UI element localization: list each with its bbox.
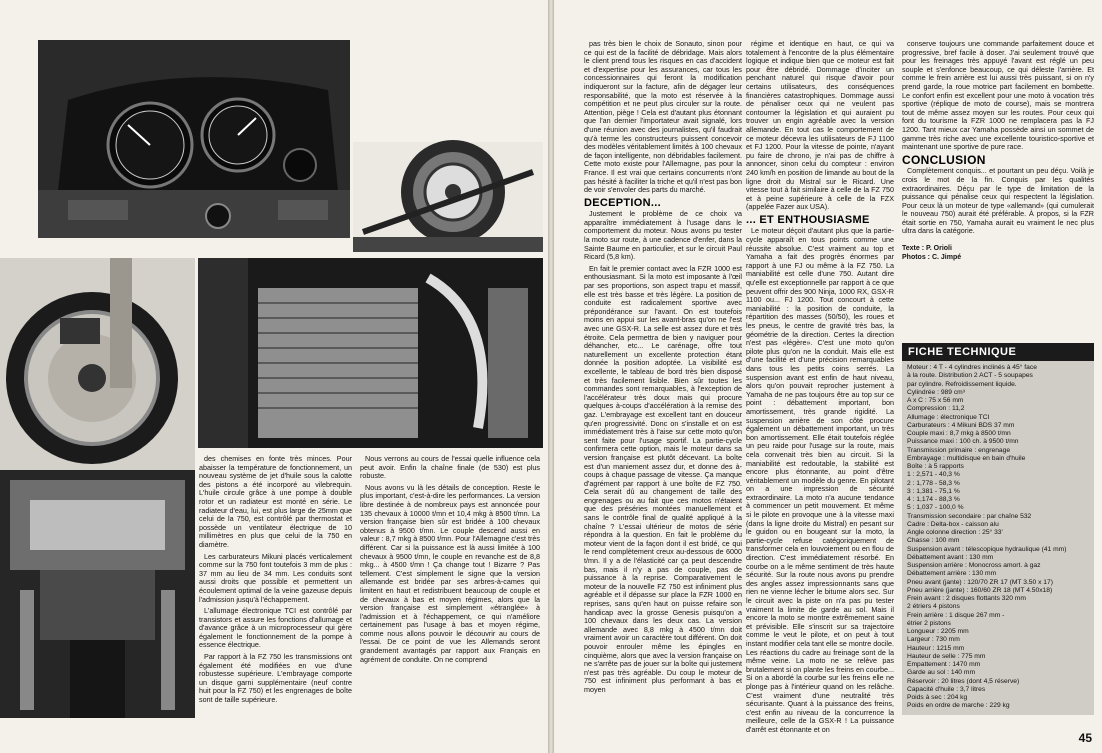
paragraph: Nous avons vu là les détails de conception. Reste le plus important, c'est-à-dire les performances. La version libre destinée à de nombreux pays est annoncée pour 135 chevaux à 10000 t/mn et 10,4 mkg à 8500 t/mn. La version française bien sûr est bridée à 100 chevaux obtenus à 9500 t/mn. Le couple descend aussi en valeur : 8,7 mkg à 8500 t/mn. Pour l'Allemagne c'est très différent. Car si la puissance est là aussi limitée à 100 chevaux à 9500 t/mn, le couple en revanche est de 8,8 mkg... à 4500 t/mn ! Ça change tout ! Bizarre ? Pas tellement. C'est simplement le signe que la version allemande est bridée par ses arbres-à-cames qui limitent en haut et redistribuent beaucoup de couple et de chevaux à bas et moyen régimes, alors que la version française est simplement «étranglée» à l'admission et à l'échappement, ce qui n'améliore certainement pas l'usage à bas et moyen régime, comme nous allons pouvoir le découvrir au cours de l'essai. De ce point de vue les Allemands seront grandement avantagés par rapport aux Français en agrément de conduite. On ne comprend — [360, 482, 540, 664]
fiche-line: Débattement arrière : 130 mm — [907, 570, 997, 578]
credit-text: Texte : P. Orioli — [902, 245, 952, 253]
paragraph: Les carburateurs Mikuni placés verticalement comme sur la 750 font toutefois 3 mm de plus : 37 mm au lieu de 34 mm. Les conduits sont aussi droits que possible et permettent un écoulement optimal de la veine gazeuse depuis l'admission jusqu'à l'échappement. — [199, 551, 352, 604]
paragraph: Complètement conquis... et pourtant un peu déçu. Voilà je crois le mot de la fin. Conquis par les qualités extraordinaires. Déçu par le type de limitation de la puissance qui pénalise ceux qui respectent la législation. Pour ceux là un moteur de type «allemand» (qui cumulerait le nouveau 750) aurait été préférable. À propos, si la FZR était sortie en 750, Yamaha aurait eu vraiment le nec plus ultra dans la catégorie. — [902, 166, 1094, 236]
rear-wheel-chain-photo — [353, 142, 543, 252]
paragraph: régime et identique en haut, ce qui va totalement à l'encontre de la plus élémentaire logique et indique bien que ce moteur est fait pour être débridé. Dommage d'inciter un penchant naturel qui risque d'avoir pour certains utilisateurs, des conséquences financières catastrophiques. Dommage aussi de pénaliser ceux qui ne veulent pas contourner la législation et qui auraient pu trouver un engin agréable avec la version allemande. En tout cas le comportement de ce moteur décevra les utilisateurs de FJ 1100 et FJ 1200. Pour la vitesse de pointe, n'ayant pu faire de chrono, je n'ai pas de chiffre à annoncer, sinon celui du compteur : environ 240 km/h en position de limande au bout de la ligne droit du Mistral sur le Ricard. Une vitesse tout à fait similaire à celle de la FZ 750 et à peine supérieure à celle de la FZX (appelée Fazer aux USA). — [746, 39, 894, 212]
paragraph: Le moteur déçoit d'autant plus que la partie-cycle apparaît en tous points comme une réussite absolue. C'est vraiment au top et Yamaha a fait des progrès énormes par rapport à une FJ ou même à la FZ 750. La maniabilité est celle d'une 750. Autant dire qu'elle est exceptionnelle par rapport à ce que peuvent offrir des 900 Ninja, 1000 RX, GSX-R 1100 ou... FJ 1200. Tout concourt à cette maniabilité : la position de conduite, la répartition des masses (50/50), les roues et les pneus, le centre de gravité très bas, la géométrie de la direction. Certes la direction n'est pas «légère». C'est une moto qu'on pilote plus qu'on ne la conduit. Mais elle est d'une facilité et d'une précision remarquables dans tous les petits coins serrés. La suspension avant est enfin de haut niveau, alors qu'on pouvait reprocher justement à Yamaha de ne pas toujours être au top sur ce point : débattement important, bon amortissement, très grande rigidité. La suspension arrière de son côté procure également un débattement important, un très bon amortissement. Elle était toutefois réglée un peu raide pour l'usage sur la route, mais cela convenait très bien au circuit. Si la maniabilité est redoutable, la stabilité est encore plus étonnante, au point d'être véritablement un modèle du genre. En pilotant on a une impression de sécurité extraordinaire. La moto n'a aucune tendance à commencer un petit mouvement. Et même si le pilote en provoque une à la vitesse maxi (dans la ligne droite du Mistral) en pesant sur le guidon ou en bougeant sur la moto, la partie-cycle refuse catégoriquement de transformer cela en louvoiement ou en flou de direction. C'est immédiatement résorbé. En courbe on a le même sentiment de très haute sécurité. Sur la route nous avons pu prendre des angles assez impressionnants sans que rien ne vienne lécher le bitume alors sec. Sur le circuit avec la piste on n'a pas pu tester vraiment la limite de garde au sol. Mais il encore la moto se montre extrêmement saine et prévisible. Elle s'inscrit sur sa trajectoire comme le veut le pilote, et on peut à tout instant modifier cela tant elle se montre docile. Les réactions du cadre au freinage sont de la même veine. La moto ne se relève pas brutalement si on plante les freins en courbe... Si on a abordé la courbe sur les freins elle ne plonge pas à l'intérieur quand on les relâche. C'est vraiment d'une neutralité très sécurisante. Quant à la puissance des freins, c'est enfin au niveau de la concurrence la meilleure, celle de la GSX-R ! La puissance d'arrêt est étonnante et on — [746, 226, 894, 734]
front-disc-brake-photo — [0, 258, 195, 470]
fiche-line: Hauteur : 1215 mm — [907, 644, 965, 652]
fiche-line: Poids en ordre de marche : 229 kg — [907, 702, 1010, 710]
author-credit — [902, 244, 1094, 262]
fiche-list — [902, 361, 1094, 714]
fiche-line: Compression : 11,2 — [907, 405, 965, 413]
fiche-line: Poids à sec : 204 kg — [907, 694, 968, 701]
fiche-line: 2 étriers 4 pistons — [907, 603, 960, 611]
right-column-1 — [584, 40, 742, 716]
fiche-line: Suspension arrière : Monocross amort. à gaz — [907, 562, 1041, 569]
right-page — [554, 0, 1102, 753]
right-column-2 — [746, 39, 894, 734]
fiche-line: Longueur : 2205 mm — [907, 628, 969, 635]
page-number: 45 — [1078, 731, 1092, 745]
paragraph: En fait le premier contact avec la FZR 1000 est enthousiasmant. Si la moto est imposante à l'œil par ses proportions, son aspect trapu et massif, elle est très basse et très légère. La position de conduite est radicalement sportive avec prépondérance sur l'avant. On est toutefois moins en appui sur les avant-bras qu'on ne l'est avec une GSX-R. La selle est assez dure et très étroite. Cela permettra de bien y naviguer pour déhancher, etc... Le carénage, offre tout naturellement un excellente protection étant donnée la position adoptée. La visibilité est excellente, le tableau de bord très bien disposé et très facilement lisible. Bien sûr toutes les commandes sont remarquables, à l'exception de l'accélérateur très doux mais qui procure quelques à-coups d'accélération à la remise des gaz. L'embrayage est excellent tant en douceur qu'en progressivité. Donc on s'installe et on est immédiatement très à l'aise sur cette moto qu'on sent faite pour l'usage sportif. La partie-cycle confirmera cette option, mais le moteur dans sa version française est plutôt décevant. La boîte est d'un maniement assez dur, et donne des à-coups à chaque passage de vitesse. Ça manque d'agrément par rapport à une boîte de FZ 750. Cela serait dû au changement de taille des engrenages ou au fait que ces motos n'étaient que des préséries montées manuellement et sans le contrôle final de qualité appliqué à la chaîne ? L'essai ultérieur de motos de série répondra à la question. En fait le problème du moteur vient de la façon dont il est bridé, ce qui le rend complètement creux au-dessous de 6000 t/mn. Il y a de l'élasticité car ça peut descendre bas, mais il n'y a pas de couple, pas de puissance à la reprise. Comparativement le moteur de la nouvelle FZ 750 est infiniment plus agréable et il dépasse sur place la FZR 1000 en reprises, sans qu'en haut on puisse refaire son handicap avec la grosse Genesis puisqu'on a 100 chevaux dans les deux cas. La version allemande avec 8,8 mkg à 4500 t/mn doit vraiment avoir un caractère tout différent. On doit pouvoir enrouler même les épingles en cinquième, alors que avec la version française on ne s'arrête pas de jouer sur la boîte qui justement n'est pas très agréable. Du coup le moteur de 750 est infiniment plus performant à bas et moyen — [584, 263, 742, 694]
fiche-line: Suspension avant : télescopique hydraulique (41 mm) — [907, 545, 1067, 553]
heading-enthousiasme: ... ET ENTHOUSIASME — [746, 213, 870, 226]
fiche-line: Largeur : 730 mm — [907, 636, 960, 644]
fiche-line: Réservoir : 20 litres (dont 4,5 réserve) — [907, 677, 1020, 685]
left-column-2 — [360, 455, 540, 717]
fiche-line: Transmission primaire : engrenage — [907, 446, 1011, 454]
fiche-line: Cadre : Delta-box - caisson alu — [907, 520, 999, 528]
fiche-line: Capacité d'huile : 3,7 litres — [907, 685, 986, 693]
paragraph: pas très bien le choix de Sonauto, sinon pour ce qui est de la facilité de débridage. Mais alors le client prend tous les risques en cas d'accident et d'expertise pour les assurances, car tous les concessionnaires qui feront la modification indiqueront sur la facture, afin de dégager leur responsabilité, que la moto est réservée à la compétition et ne peut plus circuler sur la route. Attention, piège ! Cela est d'autant plus étonnant que l'an dernier l'importateur avait signalé, lors d'une réunion avec des journalistes, qu'il faudrait qu'à terme les constructeurs puissent concevoir des modèles véritablement limités à 100 chevaux de façon intelligente, non débridables facilement. Cette moto existe pour l'Allemagne, pas pour la France. Il est vrai que certains concurrents n'ont pas hésité à faciliter la triche et qu'il n'est pas bon de voir s'envoler des parts du marché. — [584, 39, 742, 195]
fiche-line: Transmission secondaire : par chaîne 532 — [907, 512, 1032, 520]
fiche-line: Pneu arrière (jante) : 160/60 ZR 18 (MT 4.50x18) — [907, 586, 1053, 594]
fiche-line: Cylindrée : 989 cm³ — [907, 388, 965, 396]
fiche-line: Chasse : 100 mm — [907, 537, 960, 545]
front-view-photo — [0, 470, 195, 718]
fiche-line: Moteur : 4 T - 4 cylindres inclinés à 45° face — [907, 364, 1037, 371]
fiche-line: Frein avant : 2 disques flottants 320 mm — [907, 595, 1026, 602]
credit-photos: Photos : C. Jimpé — [902, 254, 962, 262]
fiche-line: Puissance maxi : 100 ch. à 9500 t/mn — [907, 438, 1019, 446]
fiche-line: Allumage : électronique TCI — [907, 413, 990, 421]
fiche-line: 2 : 1,778 - 58,3 % — [907, 479, 960, 487]
paragraph: des chemises en fonte très minces. Pour abaisser la température de fonctionnement, un nouveau système de jet d'huile sous la calotte des pistons a été incorporé au vilebrequin. L'huile circule grâce à une pompe à double rotor et un radiateur est monté en série. Le radiateur d'eau, lui, est plus large de 25mm que celui de la 750, est contrôlé par thermostat et possède un ventilateur électrique de 10 millimètres en plus que celui de la 750 en diamètre. — [199, 454, 352, 549]
fiche-line: Garde au sol : 140 mm — [907, 669, 976, 677]
fiche-line: Débattement avant : 130 mm — [907, 553, 994, 561]
fiche-title: FICHE TECHNIQUE — [902, 343, 1094, 361]
paragraph: Par rapport à la FZ 750 les transmissions ont également été modifiées en vue d'une robustesse supérieure. L'embrayage comporte un disque garni supplémentaire (neuf contre huit pour la FZ 750) et les engrenages de boîte sont de taille supérieure. — [199, 652, 352, 705]
fiche-line: Frein arrière : 1 disque 267 mm - — [907, 611, 1005, 619]
fiche-technique-box — [902, 343, 1094, 715]
fiche-line: Hauteur de selle : 775 mm — [907, 652, 986, 660]
fiche-line: 5 : 1,037 - 100,0 % — [907, 504, 964, 512]
fiche-line: Empattement : 1470 mm — [907, 661, 981, 668]
fiche-line: Angle colonne direction : 25° 33' — [907, 529, 1003, 536]
left-page — [0, 0, 548, 753]
left-column-1 — [199, 455, 352, 717]
fiche-line: Couple maxi : 8,7 mkg à 8500 t/mn — [907, 430, 1011, 437]
fiche-line: 1 : 2,571 - 40,3 % — [907, 471, 960, 479]
fiche-line: Boîte : à 5 rapports — [907, 463, 964, 470]
fiche-line: A x C : 75 x 56 mm — [907, 397, 964, 404]
paragraph: Nous verrons au cours de l'essai quelle influence cela peut avoir. Enfin la chaîne finale (de 530) est plus robuste. — [360, 454, 540, 481]
fiche-line: Carburateurs : 4 Mikuni BDS 37 mm — [907, 421, 1015, 429]
paragraph: conserve toujours une commande parfaitement douce et progressive, bref facile à doser. J'ai seulement trouvé que pour les freinages très appuyé l'avant est réglé un peu souple et s'enfonce beaucoup, ce qui déleste l'arrière. Et comme le frein arrière est lui aussi très puissant, si on n'y prend garde, la roue motrice part facilement en bombette. Le confort enfin est excellent pour une moto à vocation très sportive (réplique de moto de course), mais se montrera tout de même assez moyen sur les routes. Pour ceux qui font du tourisme la FZR 1000 ne remplacera pas la FJ 1200. Tant mieux car Yamaha possède ainsi un sommet de gamme très riche avec une excellente touristico-sportive et maintenant une sportive de pure race. — [902, 39, 1094, 152]
engine-radiator-photo — [198, 258, 543, 448]
fiche-line: Embrayage : multidisque en bain d'huile — [907, 454, 1026, 462]
fiche-line: par cylindre. Refroidissement liquide. — [907, 380, 1017, 388]
paragraph: Justement le problème de ce choix va apparaître immédiatement à l'usage dans le comportement du moteur. Nous avons pu tester la moto sur route, à une cadence d'enfer, dans la Sainte Baume en particulier, et sur le circuit Paul Ricard (5,8 km). — [584, 209, 742, 262]
right-column-3 — [902, 40, 1094, 340]
fiche-line: 3 : 1,381 - 75,1 % — [907, 487, 960, 495]
fiche-line: 4 : 1,174 - 88,3 % — [907, 496, 960, 503]
heading-deception: DECEPTION... — [584, 196, 661, 209]
fiche-line: Pneu avant (jante) : 120/70 ZR 17 (MT 3.50 x 17) — [907, 578, 1053, 586]
paragraph: L'allumage électronique TCI est contrôlé par transistors et assure les fonctions d'allumage et d'avance grâce à un microprocesseur qui gère également le fonctionnement de la pompe à essence électrique. — [199, 606, 352, 650]
fiche-line: étrier 2 pistons — [907, 619, 951, 627]
instrument-cluster-photo — [38, 40, 350, 238]
fiche-line: à la route. Distribution 2 ACT - 5 soupapes — [907, 372, 1033, 380]
heading-conclusion: CONCLUSION — [902, 152, 986, 167]
